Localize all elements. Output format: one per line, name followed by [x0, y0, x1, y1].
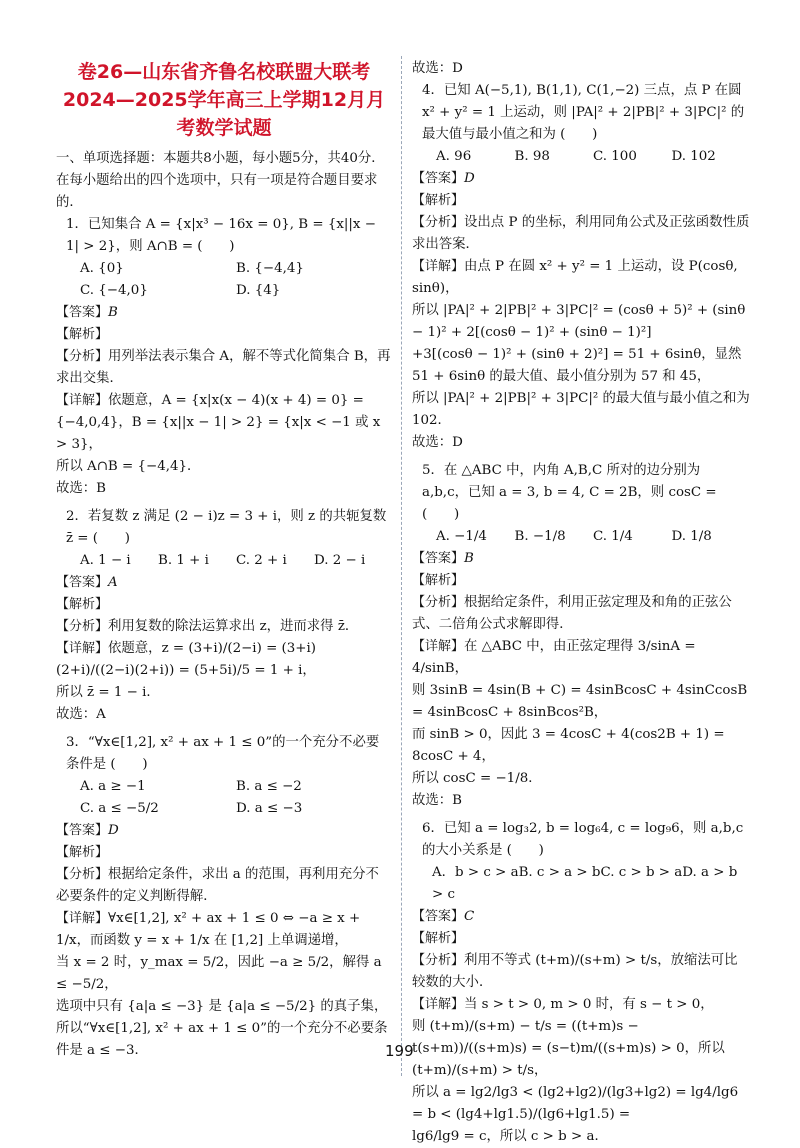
q5-option-a: A. −1/4	[436, 529, 487, 544]
q2-options	[56, 550, 392, 572]
q2-option-a: A. 1 − i	[80, 553, 131, 568]
q4-stem: 4．已知 A(−5,1), B(1,1), C(1,−2) 三点，点 P 在圆 x² + y² = 1 上运动，则 |PA|² + 2|PB|² + 3|PC|² 的最大值与最小值之和为 ( )	[422, 83, 745, 142]
q2-option-b: B. 1 + i	[158, 553, 209, 568]
q6-xiangjie-3: 所以 a = lg2/lg3 < (lg2+lg2)/(lg3+lg2) = lg4/lg6 = b < (lg4+lg1.5)/(lg6+lg1.5) =	[412, 1085, 739, 1122]
q4-xiangjie-2: 所以 |PA|² + 2|PB|² + 3|PC|² = (cosθ + 5)² + (sinθ − 1)² + 2[(cosθ − 1)² + (sinθ − 1)²]	[412, 303, 746, 340]
section-intro: 一、单项选择题：本题共8小题，每小题5分，共40分．在每小题给出的四个选项中，只有一项是符合题目要求的．	[56, 151, 385, 210]
q6-xiangjie-4: lg6/lg9 = c，所以 c > b > a．	[412, 1129, 608, 1144]
q6-stem: 6．已知 a = log₃2, b = log₆4, c = log₉6，则 a,b,c 的大小关系是 ( )	[422, 821, 744, 858]
q4-xiangjie-4: 所以 |PA|² + 2|PB|² + 3|PC|² 的最大值与最小值之和为 102．	[412, 391, 750, 428]
q4-xiangjie-3: +3[(cosθ − 1)² + (sinθ + 2)²] = 51 + 6sinθ，显然 51 + 6sinθ 的最大值、最小值分别为 57 和 45，	[412, 347, 742, 384]
q5-option-c: C. 1/4	[593, 529, 633, 544]
q4-option-c: C. 100	[593, 149, 637, 164]
q5-answer: 【答案】B	[412, 551, 474, 566]
q5-jiexi: 【解析】	[412, 573, 465, 588]
q4-jiexi: 【解析】	[412, 193, 465, 208]
q3-xiangjie-2: 当 x = 2 时，y_max = 5/2，因此 −a ≥ 5/2，解得 a ≤ −5/2，	[56, 955, 382, 992]
q4-option-a: A. 96	[436, 149, 472, 164]
q1-option-b: B. {−4,4}	[236, 261, 304, 276]
q3-xiangjie: 【详解】∀x∈[1,2], x² + ax + 1 ≤ 0 ⇔ −a ≥ x + 1/x，而函数 y = x + 1/x 在 [1,2] 上单调递增，	[56, 911, 361, 948]
q1-xiangjie-2: 所以 A∩B = {−4,4}．	[56, 459, 201, 474]
q3-option-d: D. a ≤ −3	[236, 801, 303, 816]
q5-options	[412, 526, 750, 548]
q2-option-c: C. 2 + i	[236, 553, 287, 568]
q6-answer: 【答案】C	[412, 909, 475, 924]
q1-option-a: A. {0}	[80, 261, 124, 276]
q3-answer: 【答案】D	[56, 823, 119, 838]
q3-options	[56, 776, 392, 820]
q5-conclusion: 故选：B	[412, 793, 463, 808]
q3-stem: 3．“∀x∈[1,2], x² + ax + 1 ≤ 0”的一个充分不必要条件是 ( )	[66, 735, 380, 772]
q5-option-b: B. −1/8	[514, 529, 566, 544]
q3-fenxi: 【分析】根据给定条件，求出 a 的范围，再利用充分不必要条件的定义判断得解．	[56, 867, 379, 904]
q1-option-d: D. {4}	[236, 283, 281, 298]
q4-option-b: B. 98	[514, 149, 550, 164]
q1-option-c: C. {−4,0}	[80, 283, 148, 298]
q1-conclusion: 故选：B	[56, 481, 107, 496]
q6-fenxi: 【分析】利用不等式 (t+m)/(s+m) > t/s，放缩法可比较数的大小．	[412, 953, 738, 990]
q5-xiangjie-4: 所以 cosC = −1/8．	[412, 771, 542, 786]
q5-xiangjie-2: 则 3sinB = 4sin(B + C) = 4sinBcosC + 4sinCcosB = 4sinBcosC + 8sinBcos²B，	[412, 683, 748, 720]
q1-fenxi: 【分析】用列举法表示集合 A，解不等式化简集合 B，再求出交集．	[56, 349, 391, 386]
q4-conclusion: 故选：D	[412, 435, 463, 450]
q5-xiangjie: 【详解】在 △ABC 中，由正弦定理得 3/sinA = 4/sinB，	[412, 639, 696, 676]
q2-jiexi: 【解析】	[56, 597, 109, 612]
q6-xiangjie-2: 则 (t+m)/(s+m) − t/s = ((t+m)s − t(s+m))/((s+m)s) = (s−t)m/((s+m)s) > 0，所以 (t+m)/(s+m) > t/s，	[412, 1019, 725, 1078]
q6-xiangjie: 【详解】当 s > t > 0, m > 0 时，有 s − t > 0，	[412, 997, 714, 1012]
q3-xiangjie-3: 选项中只有 {a|a ≤ −3} 是 {a|a ≤ −5/2} 的真子集，	[56, 999, 388, 1014]
q3-xiangjie-4: 所以“∀x∈[1,2], x² + ax + 1 ≤ 0”的一个充分不必要条件是 a ≤ −3．	[56, 1021, 388, 1058]
q4-xiangjie: 【详解】由点 P 在圆 x² + y² = 1 上运动，设 P(cosθ, sinθ)，	[412, 259, 738, 296]
q3-option-a: A. a ≥ −1	[80, 779, 146, 794]
left-column	[56, 58, 392, 1062]
q5-option-d: D. 1/8	[671, 529, 712, 544]
q3-option-b: B. a ≤ −2	[236, 779, 302, 794]
q2-fenxi: 【分析】利用复数的除法运算求出 z，进而求得 z̄．	[56, 619, 359, 634]
q4-answer: 【答案】D	[412, 171, 475, 186]
q2-stem: 2．若复数 z 满足 (2 − i)z = 3 + i，则 z 的共轭复数 z̄ = ( )	[66, 509, 387, 546]
q5-xiangjie-3: 而 sinB > 0，因此 3 = 4cosC + 4(cos2B + 1) = 8cosC + 4，	[412, 727, 725, 764]
right-column	[412, 58, 750, 1148]
page-title: 卷26—山东省齐鲁名校联盟大联考2024—2025学年高三上学期12月月考数学试题	[62, 61, 386, 139]
q4-option-d: D. 102	[671, 149, 716, 164]
column-divider	[401, 56, 402, 1076]
q1-options	[56, 258, 392, 302]
q1-stem: 1．已知集合 A = {x|x³ − 16x = 0}, B = {x||x − 1| > 2}，则 A∩B = ( )	[66, 217, 376, 254]
q4-options	[412, 146, 750, 168]
q5-stem: 5．在 △ABC 中，内角 A,B,C 所对的边分别为 a,b,c，已知 a = 3, b = 4, C = 2B，则 cosC = ( )	[422, 463, 717, 522]
q2-conclusion: 故选：A	[56, 707, 106, 722]
q2-answer: 【答案】A	[56, 575, 118, 590]
q2-xiangjie: 【详解】依题意，z = (3+i)/(2−i) = (3+i)(2+i)/((2−i)(2+i)) = (5+5i)/5 = 1 + i，	[56, 641, 317, 678]
page-number: 199	[385, 1042, 414, 1060]
q2-xiangjie-2: 所以 z̄ = 1 − i．	[56, 685, 160, 700]
q5-fenxi: 【分析】根据给定条件，利用正弦定理及和角的正弦公式、二倍角公式求解即得．	[412, 595, 732, 632]
q1-answer: 【答案】B	[56, 305, 118, 320]
q4-fenxi: 【分析】设出点 P 的坐标，利用同角公式及正弦函数性质求出答案．	[412, 215, 750, 252]
q1-xiangjie: 【详解】依题意，A = {x|x(x − 4)(x + 4) = 0} = {−4,0,4}，B = {x||x − 1| > 2} = {x|x < −1 或 x > 3}，	[56, 393, 381, 452]
q6-jiexi: 【解析】	[412, 931, 465, 946]
q3-option-c: C. a ≤ −5/2	[80, 801, 159, 816]
q3-conclusion: 故选：D	[412, 61, 463, 76]
q1-jiexi: 【解析】	[56, 327, 109, 342]
q6-options: A．b > c > aB. c > a > bC. c > b > aD. a > b > c	[432, 865, 738, 902]
q2-option-d: D. 2 − i	[314, 553, 366, 568]
q3-jiexi: 【解析】	[56, 845, 109, 860]
